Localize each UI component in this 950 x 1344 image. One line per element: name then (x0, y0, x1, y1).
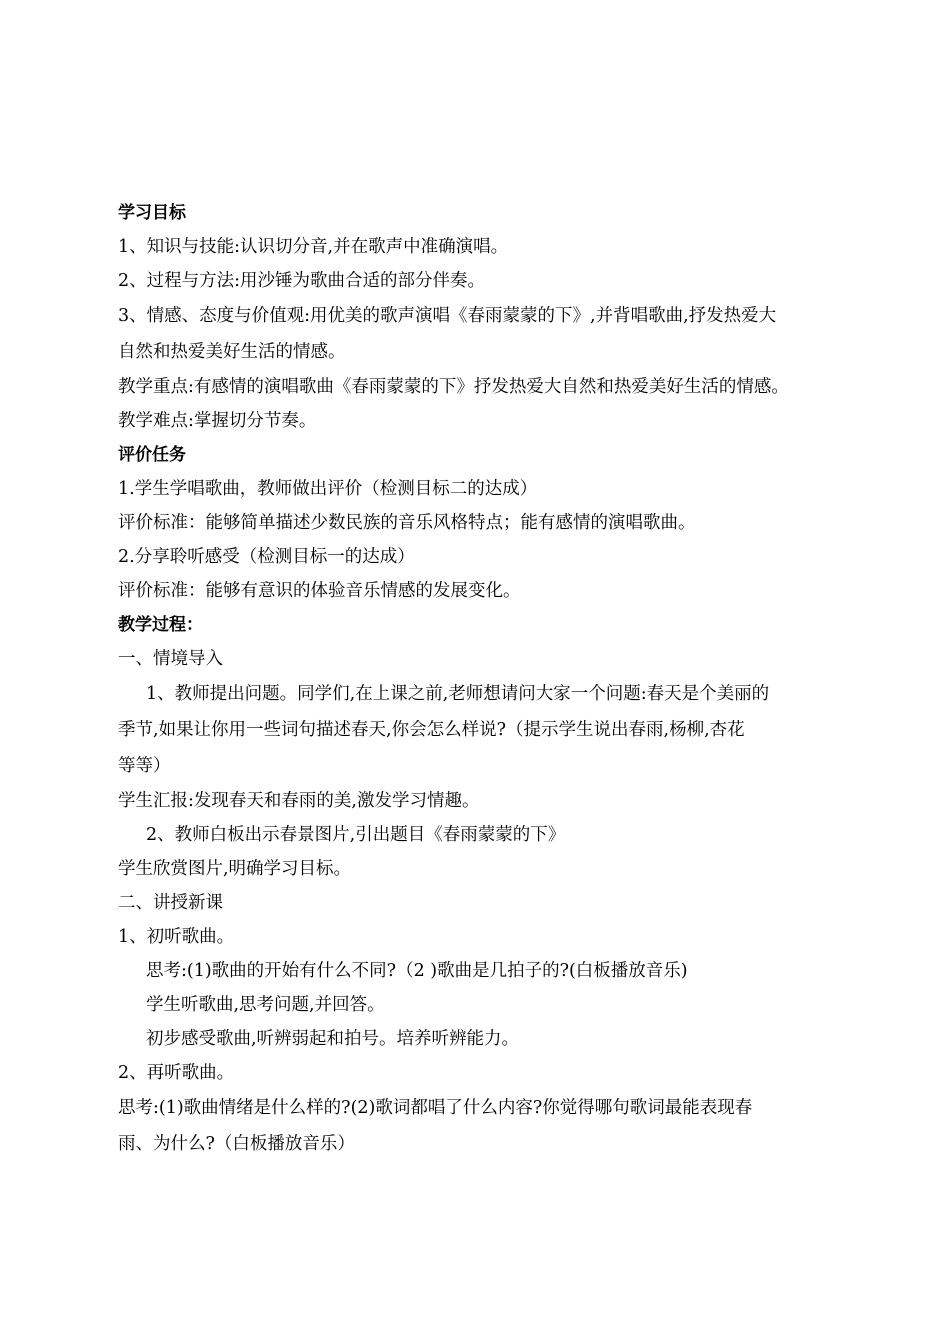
process-line: 思考:(1)歌曲的开始有什么不同?（2 )歌曲是几拍子的?(白板播放音乐) (146, 961, 688, 981)
difficulty-line: 教学难点:掌握切分节奏。 (118, 411, 317, 431)
process-line: 季节,如果让你用一些词句描述春天,你会怎么样说?（提示学生说出春雨,杨柳,杏花 (118, 720, 745, 740)
process-line: 学生听歌曲,思考问题,并回答。 (146, 995, 385, 1015)
objective-line: 1、知识与技能:认识切分音,并在歌声中准确演唱。 (118, 237, 509, 257)
process-line: 2、教师白板出示春景图片,引出题目《春雨蒙蒙的下》 (146, 825, 566, 845)
evaluation-line: 1.学生学唱歌曲，教师做出评价（检测目标二的达成） (118, 479, 538, 499)
subsection-title: 2、再听歌曲。 (118, 1063, 235, 1083)
evaluation-line: 评价标准：能够有意识的体验音乐情感的发展变化。 (118, 581, 521, 601)
key-point-line: 教学重点:有感情的演唱歌曲《春雨蒙蒙的下》抒发热爱大自然和热爱美好生活的情感。 (118, 377, 789, 397)
evaluation-line: 2.分享聆听感受（检测目标一的达成） (118, 547, 415, 567)
process-line: 1、教师提出问题。同学们,在上课之前,老师想请问大家一个问题:春天是个美丽的 (146, 684, 770, 704)
document-body (118, 196, 838, 1162)
heading-learning-objectives: 学习目标 (118, 203, 186, 223)
process-line: 雨、为什么?（白板播放音乐） (118, 1134, 355, 1154)
process-line: 初步感受歌曲,听辨弱起和拍号。培养听辨能力。 (146, 1029, 520, 1049)
objective-line: 自然和热爱美好生活的情感。 (118, 342, 346, 362)
subsection-title: 1、初听歌曲。 (118, 927, 235, 947)
objective-line: 3、情感、态度与价值观:用优美的歌声演唱《春雨蒙蒙的下》,并背唱歌曲,抒发热爱大 (118, 306, 777, 326)
heading-evaluation-tasks: 评价任务 (118, 445, 186, 465)
section-title: 二、讲授新课 (118, 893, 223, 913)
objective-line: 2、过程与方法:用沙锤为歌曲合适的部分伴奏。 (118, 271, 486, 291)
heading-teaching-process: 教学过程： (118, 615, 203, 635)
process-line: 学生汇报:发现春天和春雨的美,激发学习情趣。 (118, 791, 480, 811)
process-line: 思考:(1)歌曲情绪是什么样的?(2)歌词都唱了什么内容?你觉得哪句歌词最能表现春 (118, 1098, 753, 1118)
process-line: 等等） (118, 756, 171, 776)
section-title: 一、情境导入 (118, 649, 223, 669)
process-line: 学生欣赏图片,明确学习目标。 (118, 859, 352, 879)
evaluation-line: 评价标准：能够简单描述少数民族的音乐风格特点；能有感情的演唱歌曲。 (118, 513, 696, 533)
